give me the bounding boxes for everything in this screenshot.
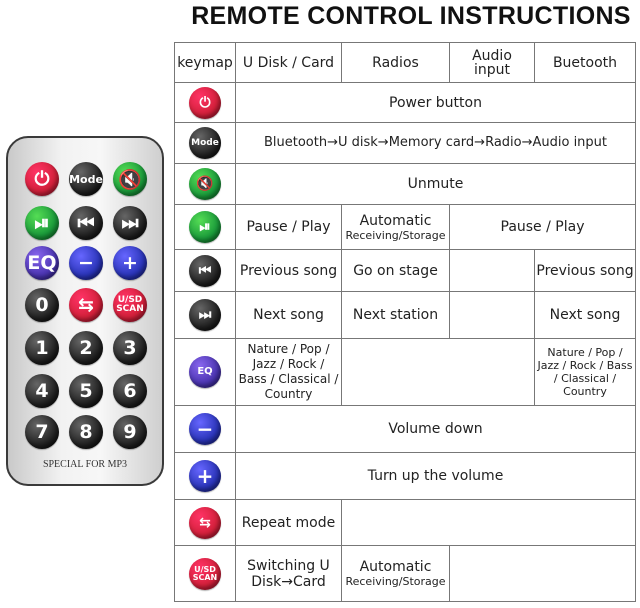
play-radios: [341, 204, 450, 250]
remote-button-7[interactable]: −: [69, 246, 103, 280]
keymap-volume-up: [174, 452, 236, 500]
remote-button-2[interactable]: 🔇: [113, 162, 147, 196]
eq-middle: [341, 338, 535, 406]
play-other: Pause / Play: [449, 204, 636, 250]
remote-button-6[interactable]: EQ: [25, 246, 59, 280]
remote-control: [6, 136, 164, 486]
next-audio: [449, 291, 535, 339]
mode-description: Bluetooth→U disk→Memory card→Radio→Audio input: [235, 122, 636, 164]
mute-description: Unmute: [235, 163, 636, 205]
scan-radios-main: Automatic: [359, 559, 432, 575]
prev-udisk: Previous song: [235, 249, 342, 292]
next-icon: ⏭: [189, 299, 221, 331]
mode-icon: Mode: [189, 127, 221, 159]
remote-button-19[interactable]: 8: [69, 415, 103, 449]
volume-down-description: Volume down: [235, 405, 636, 453]
header-bluetooth: Buetooth: [534, 42, 636, 83]
header-audio-input: Audio input: [449, 42, 535, 83]
remote-button-16[interactable]: 5: [69, 374, 103, 408]
play-radios-main: Automatic: [359, 212, 432, 229]
remote-button-18[interactable]: 7: [25, 415, 59, 449]
keymap-mute: [174, 163, 236, 205]
remote-button-12[interactable]: 1: [25, 331, 59, 365]
plus-icon: +: [189, 460, 221, 492]
keymap-repeat: [174, 499, 236, 546]
remote-button-10[interactable]: ⇆: [69, 288, 103, 322]
remote-button-11[interactable]: U/SD SCAN: [113, 288, 147, 322]
prev-radios: Go on stage: [341, 249, 450, 292]
repeat-icon: ⇆: [189, 507, 221, 539]
remote-button-8[interactable]: +: [113, 246, 147, 280]
power-icon: ⏻: [189, 87, 221, 119]
remote-button-4[interactable]: ⏮: [69, 206, 103, 240]
volume-up-description: Turn up the volume: [235, 452, 636, 500]
next-radios: Next station: [341, 291, 450, 339]
play-udisk: Pause / Play: [235, 204, 342, 250]
keymap-eq: [174, 338, 236, 406]
header-keymap: keymap: [174, 42, 236, 83]
remote-button-20[interactable]: 9: [113, 415, 147, 449]
next-bluetooth: Next song: [534, 291, 636, 339]
scan-radios: [341, 545, 450, 602]
remote-button-14[interactable]: 3: [113, 331, 147, 365]
eq-icon: EQ: [189, 356, 221, 388]
play-radios-sub: Receiving/Storage: [345, 228, 446, 242]
play-pause-icon: ⏯: [189, 211, 221, 243]
scan-udisk: Switching U Disk→Card: [235, 545, 342, 602]
remote-button-9[interactable]: 0: [25, 288, 59, 322]
keymap-scan: [174, 545, 236, 602]
previous-icon: ⏮: [189, 255, 221, 287]
keymap-volume-down: [174, 405, 236, 453]
power-description: Power button: [235, 82, 636, 123]
remote-button-15[interactable]: 4: [25, 374, 59, 408]
keymap-play-pause: [174, 204, 236, 250]
usd-scan-icon: U/SD SCAN: [189, 558, 221, 590]
repeat-rest: [341, 499, 636, 546]
prev-bluetooth: Previous song: [534, 249, 636, 292]
prev-audio: [449, 249, 535, 292]
instructions-table: [174, 42, 636, 602]
minus-icon: −: [189, 413, 221, 445]
remote-button-1[interactable]: Mode: [69, 162, 103, 196]
header-radios: Radios: [341, 42, 450, 83]
keymap-mode: [174, 122, 236, 164]
mute-icon: 🔇: [189, 168, 221, 200]
keymap-next: [174, 291, 236, 339]
eq-udisk: Nature / Pop / Jazz / Rock / Bass / Classical / Country: [235, 338, 342, 406]
remote-button-5[interactable]: ⏭: [113, 206, 147, 240]
remote-button-17[interactable]: 6: [113, 374, 147, 408]
page-title: REMOTE CONTROL INSTRUCTIONS: [191, 2, 631, 30]
remote-button-3[interactable]: ⏯: [25, 206, 59, 240]
header-udisk: U Disk / Card: [235, 42, 342, 83]
remote-button-13[interactable]: 2: [69, 331, 103, 365]
keymap-previous: [174, 249, 236, 292]
scan-radios-sub: Receiving/Storage: [345, 575, 446, 588]
remote-label: SPECIAL FOR MP3: [42, 459, 128, 470]
next-udisk: Next song: [235, 291, 342, 339]
scan-rest: [449, 545, 636, 602]
repeat-udisk: Repeat mode: [235, 499, 342, 546]
remote-button-0[interactable]: ⏻: [25, 162, 59, 196]
eq-bluetooth: Nature / Pop / Jazz / Rock / Bass / Classical / Country: [534, 338, 636, 406]
keymap-power: [174, 82, 236, 123]
